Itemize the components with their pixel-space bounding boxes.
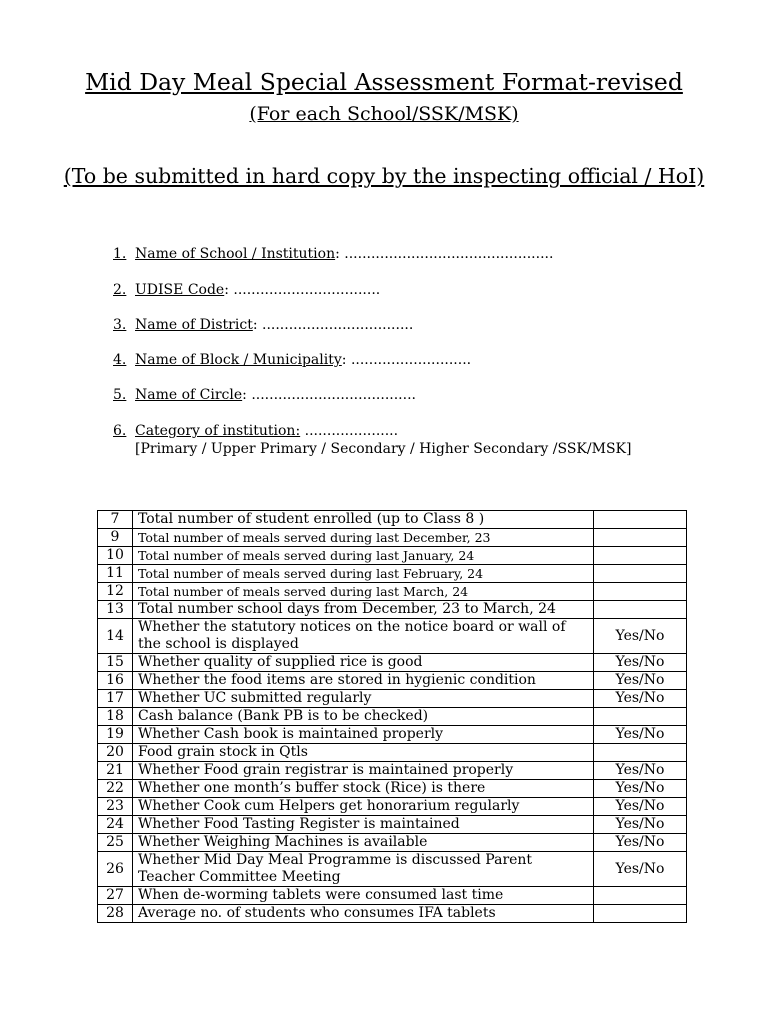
field-circle: 5. Name of Circle: ..................................... <box>113 387 416 403</box>
row-number: 15 <box>98 654 133 672</box>
row-answer[interactable] <box>594 601 687 619</box>
row-answer[interactable]: Yes/No <box>594 834 687 852</box>
row-question: Food grain stock in Qtls <box>133 744 594 762</box>
row-number: 17 <box>98 690 133 708</box>
row-answer[interactable]: Yes/No <box>594 726 687 744</box>
table-row <box>98 619 687 654</box>
row-number: 12 <box>98 583 133 601</box>
row-answer[interactable] <box>594 744 687 762</box>
row-number: 26 <box>98 852 133 887</box>
table-row <box>98 744 687 762</box>
row-answer[interactable] <box>594 511 687 529</box>
row-answer[interactable] <box>594 887 687 905</box>
table-row <box>98 601 687 619</box>
row-question: Total number of meals served during last March, 24 <box>133 583 594 601</box>
category-options: [Primary / Upper Primary / Secondary / Higher Secondary /SSK/MSK] <box>135 441 632 457</box>
row-number: 25 <box>98 834 133 852</box>
row-number: 16 <box>98 672 133 690</box>
row-question: Total number of meals served during last December, 23 <box>133 529 594 547</box>
row-question: Whether the statutory notices on the notice board or wall of the school is displayed <box>133 619 594 654</box>
table-row <box>98 852 687 887</box>
table-row <box>98 690 687 708</box>
field-category: 6. Category of institution: ..................... [Primary / Upper Primary / Secondary / Higher Secondary /SSK/MSK] <box>113 423 632 457</box>
row-question: Whether one month’s buffer stock (Rice) is there <box>133 780 594 798</box>
table-row <box>98 905 687 923</box>
field-udise-code: 2. UDISE Code: ................................. <box>113 282 381 298</box>
table-row <box>98 565 687 583</box>
row-question: Cash balance (Bank PB is to be checked) <box>133 708 594 726</box>
row-answer[interactable]: Yes/No <box>594 852 687 887</box>
row-number: 24 <box>98 816 133 834</box>
row-question: Whether Weighing Machines is available <box>133 834 594 852</box>
row-number: 23 <box>98 798 133 816</box>
row-answer[interactable] <box>594 547 687 565</box>
row-answer[interactable] <box>594 708 687 726</box>
row-question: Whether Cash book is maintained properly <box>133 726 594 744</box>
field-school-name: 1. Name of School / Institution: ............................................... <box>113 246 554 262</box>
table-row <box>98 547 687 565</box>
row-answer[interactable]: Yes/No <box>594 690 687 708</box>
row-answer[interactable] <box>594 583 687 601</box>
row-question: Whether quality of supplied rice is good <box>133 654 594 672</box>
row-question: Whether the food items are stored in hygienic condition <box>133 672 594 690</box>
row-question: Whether UC submitted regularly <box>133 690 594 708</box>
row-number: 18 <box>98 708 133 726</box>
row-number: 22 <box>98 780 133 798</box>
row-number: 28 <box>98 905 133 923</box>
table-row <box>98 511 687 529</box>
row-number: 14 <box>98 619 133 654</box>
document-subtitle: (For each School/SSK/MSK) <box>249 103 519 125</box>
row-question: When de-worming tablets were consumed last time <box>133 887 594 905</box>
row-answer[interactable]: Yes/No <box>594 816 687 834</box>
table-row <box>98 708 687 726</box>
row-number: 19 <box>98 726 133 744</box>
field-block-municipality: 4. Name of Block / Municipality: ........................... <box>113 352 472 368</box>
row-answer[interactable]: Yes/No <box>594 780 687 798</box>
table-row <box>98 654 687 672</box>
assessment-table <box>97 510 687 923</box>
row-number: 7 <box>98 511 133 529</box>
row-question: Total number of student enrolled (up to Class 8 ) <box>133 511 594 529</box>
row-answer[interactable] <box>594 565 687 583</box>
row-number: 21 <box>98 762 133 780</box>
table-row <box>98 834 687 852</box>
table-row <box>98 780 687 798</box>
row-question: Whether Food grain registrar is maintained properly <box>133 762 594 780</box>
row-number: 20 <box>98 744 133 762</box>
row-question: Total number of meals served during last January, 24 <box>133 547 594 565</box>
table-row <box>98 798 687 816</box>
row-question: Whether Mid Day Meal Programme is discussed Parent Teacher Committee Meeting <box>133 852 594 887</box>
row-answer[interactable]: Yes/No <box>594 762 687 780</box>
document-title: Mid Day Meal Special Assessment Format-revised <box>85 68 683 96</box>
row-number: 27 <box>98 887 133 905</box>
row-number: 10 <box>98 547 133 565</box>
row-question: Average no. of students who consumes IFA tablets <box>133 905 594 923</box>
row-answer[interactable]: Yes/No <box>594 654 687 672</box>
row-number: 11 <box>98 565 133 583</box>
row-answer[interactable] <box>594 905 687 923</box>
table-row <box>98 529 687 547</box>
table-row <box>98 672 687 690</box>
table-row <box>98 816 687 834</box>
table-row <box>98 762 687 780</box>
row-answer[interactable]: Yes/No <box>594 798 687 816</box>
row-answer[interactable]: Yes/No <box>594 672 687 690</box>
row-number: 13 <box>98 601 133 619</box>
table-row <box>98 583 687 601</box>
row-answer[interactable] <box>594 529 687 547</box>
row-question: Total number school days from December, 23 to March, 24 <box>133 601 594 619</box>
table-row <box>98 887 687 905</box>
row-question: Whether Cook cum Helpers get honorarium regularly <box>133 798 594 816</box>
row-question: Whether Food Tasting Register is maintained <box>133 816 594 834</box>
submission-instruction: (To be submitted in hard copy by the inspecting official / HoI) <box>63 164 705 188</box>
row-question: Total number of meals served during last February, 24 <box>133 565 594 583</box>
row-number: 9 <box>98 529 133 547</box>
row-answer[interactable]: Yes/No <box>594 619 687 654</box>
field-district: 3. Name of District: .................................. <box>113 317 414 333</box>
table-row <box>98 726 687 744</box>
